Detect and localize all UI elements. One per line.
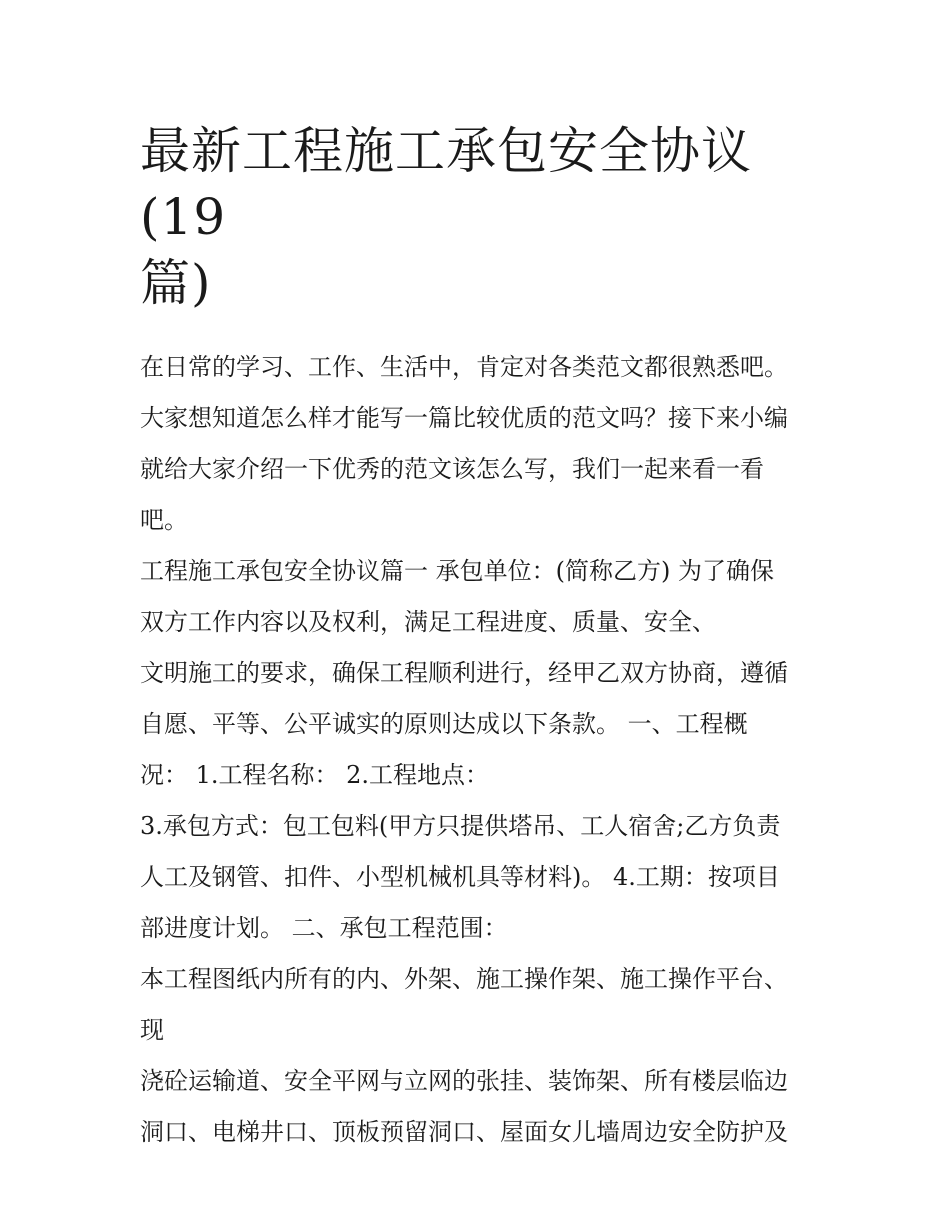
body-line: 双方工作内容以及权利，满足工程进度、质量、安全、 <box>140 608 716 636</box>
document-title <box>140 118 820 316</box>
body-line: 工程施工承包安全协议篇一 承包单位：(简称乙方) 为了确保 <box>140 557 774 585</box>
body-line: 现 <box>140 1016 164 1044</box>
body-line: 自愿、平等、公平诚实的原则达成以下条款。 一、工程概 <box>140 710 748 738</box>
body-line: 吧。 <box>140 506 188 534</box>
body-line: 部进度计划。 二、承包工程范围： <box>140 914 508 942</box>
document-body <box>140 342 820 1158</box>
title-line-1: 最新工程施工承包安全协议(19 <box>140 122 752 246</box>
body-line: 大家想知道怎么样才能写一篇比较优质的范文吗？接下来小编 <box>140 404 788 432</box>
body-line: 人工及钢管、扣件、小型机械机具等材料)。 4.工期：按项目 <box>140 863 780 891</box>
body-line: 在日常的学习、工作、生活中，肯定对各类范文都很熟悉吧。 <box>140 353 788 381</box>
body-line: 浇砼运输道、安全平网与立网的张挂、装饰架、所有楼层临边 <box>140 1067 788 1095</box>
body-line: 就给大家介绍一下优秀的范文该怎么写，我们一起来看一看 <box>140 455 764 483</box>
body-line: 文明施工的要求，确保工程顺利进行，经甲乙双方协商，遵循 <box>140 659 788 687</box>
body-line: 洞口、电梯井口、顶板预留洞口、屋面女儿墙周边安全防护及 <box>140 1118 788 1146</box>
title-line-2: 篇) <box>140 254 212 312</box>
body-line: 本工程图纸内所有的内、外架、施工操作架、施工操作平台、 <box>140 965 788 993</box>
body-line: 3.承包方式：包工包料(甲方只提供塔吊、工人宿舍;乙方负责 <box>140 812 781 840</box>
document-page <box>140 118 820 1158</box>
body-line: 况： 1.工程名称： 2.工程地点： <box>140 761 490 789</box>
